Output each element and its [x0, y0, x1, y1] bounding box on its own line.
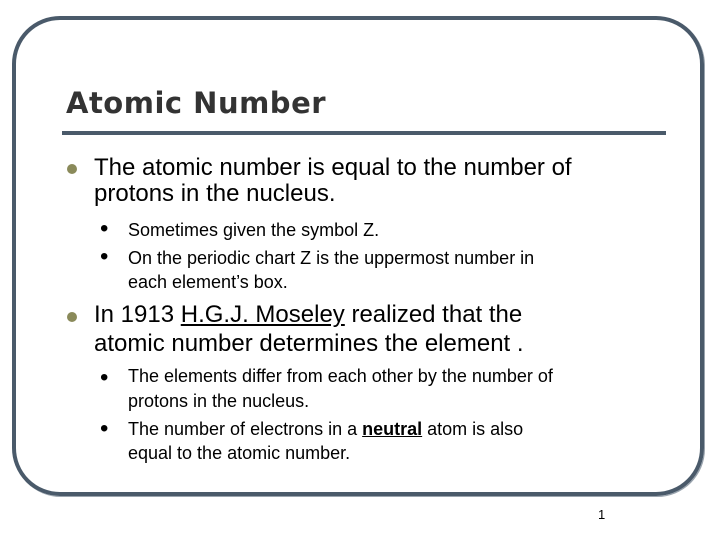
neutral-emphasis: neutral — [362, 419, 423, 439]
slide-title: Atomic Number — [66, 86, 327, 120]
bullet2-sub2-line1 — [128, 417, 523, 441]
sub-bullet-icon: • — [100, 415, 109, 442]
bullet-dot-icon — [67, 164, 77, 174]
bullet2-sub2-before: The number of electrons in a — [128, 419, 363, 439]
bullet2-sub2-line2: equal to the atomic number. — [128, 443, 351, 463]
bullet1-sub2-line2: each element’s box. — [128, 272, 288, 292]
sub-bullet-icon: • — [100, 243, 109, 270]
bullet2-line2: atomic number determines the element . — [94, 330, 524, 357]
bullet1-line2: protons in the nucleus. — [94, 180, 336, 207]
bullet2-line1-after: realized that the — [344, 301, 523, 328]
bullet1-line1: The atomic number is equal to the number of — [94, 154, 572, 181]
sub-bullet-icon: • — [100, 215, 109, 242]
bullet2-line1-before: In 1913 — [94, 301, 181, 328]
bullet-dot-icon — [67, 312, 77, 322]
bullet1-sub2-line1: On the periodic chart Z is the uppermost number in — [128, 248, 535, 268]
title-divider — [62, 131, 666, 135]
bullet2-line1 — [94, 301, 522, 329]
moseley-link[interactable]: H.G.J. Moseley — [180, 301, 345, 328]
bullet2-sub1-line2: protons in the nucleus. — [128, 391, 310, 411]
bullet2-sub2-after: atom is also — [422, 419, 524, 439]
bullet2-sub1-line1: The elements differ from each other by the number of — [128, 366, 553, 386]
page-number: 1 — [598, 507, 606, 522]
bullet1-sub1-line1: Sometimes given the symbol Z. — [128, 220, 380, 240]
sub-bullet-icon: • — [100, 364, 109, 391]
